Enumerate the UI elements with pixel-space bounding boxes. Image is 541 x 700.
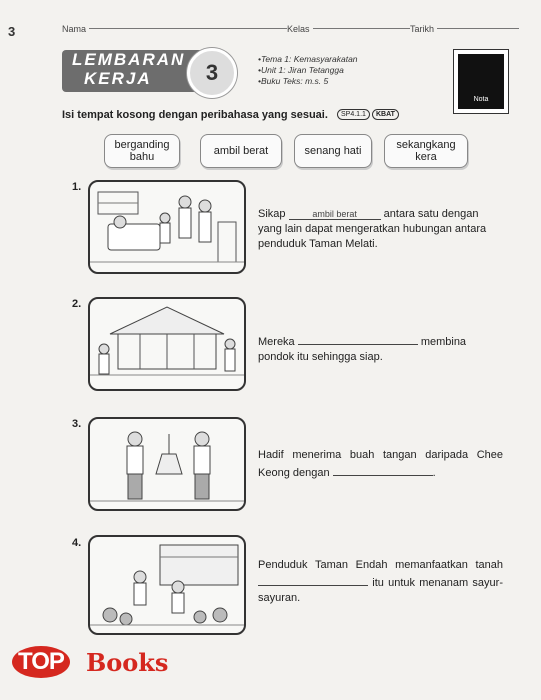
topbooks-logo-books: Books [86, 648, 169, 677]
answer-blank[interactable] [333, 463, 433, 476]
word-card[interactable]: sekangkang kera [384, 134, 468, 168]
kbat-tag: KBAT [372, 109, 399, 120]
illustration-hospital-visit [88, 180, 246, 274]
question-number: 1. [72, 181, 82, 193]
question-number: 2. [72, 298, 82, 310]
question-text: Penduduk Taman Endah memanfaatkan tanah itu untuk menanam sayur-sayuran. [258, 559, 503, 604]
instruction-text: Isi tempat kosong dengan peribahasa yang sesuai. [62, 109, 328, 121]
question-number: 3. [72, 418, 82, 430]
word-card[interactable]: ambil berat [200, 134, 282, 168]
meta-buku: • Buku Teks: m.s. 5 [258, 76, 358, 87]
topbooks-logo-top: TOP [12, 646, 70, 678]
meta-unit: • Unit 1: Jiran Tetangga [258, 65, 358, 76]
answer-blank[interactable]: ambil berat [289, 207, 381, 220]
sp-tag: SP4.1.1 [337, 109, 370, 120]
nota-box[interactable] [454, 50, 508, 113]
banner-title-line2: KERJA [84, 69, 152, 88]
illustration-giving-gift [88, 417, 246, 511]
illustration-building-hut [88, 297, 246, 391]
word-card[interactable]: senang hati [294, 134, 372, 168]
date-label: Tarikh [410, 24, 437, 34]
word-card[interactable]: berganding bahu [104, 134, 180, 168]
nota-label: Nota [473, 96, 489, 103]
question-text: Mereka membina pondok itu sehingga siap. [258, 332, 503, 365]
worksheet-meta [258, 54, 358, 87]
meta-tema: • Tema 1: Kemasyarakatan [258, 54, 358, 65]
answer-blank[interactable] [258, 573, 368, 586]
name-label: Nama [62, 24, 89, 34]
question-text: Sikap ambil berat antara satu dengan yang lain dapat mengeratkan hubungan antara penduduk Taman Melati. [258, 208, 487, 250]
question-number: 4. [72, 537, 82, 549]
answer-blank[interactable] [298, 332, 418, 345]
banner-title-line1: LEMBARAN [72, 50, 186, 69]
class-label: Kelas [287, 24, 313, 34]
worksheet-number-badge: 3 [187, 48, 237, 98]
illustration-gardening [88, 535, 246, 635]
page-number: 3 [8, 24, 16, 39]
question-text: Hadif menerima buah tangan daripada Chee Keong dengan . [258, 449, 503, 479]
